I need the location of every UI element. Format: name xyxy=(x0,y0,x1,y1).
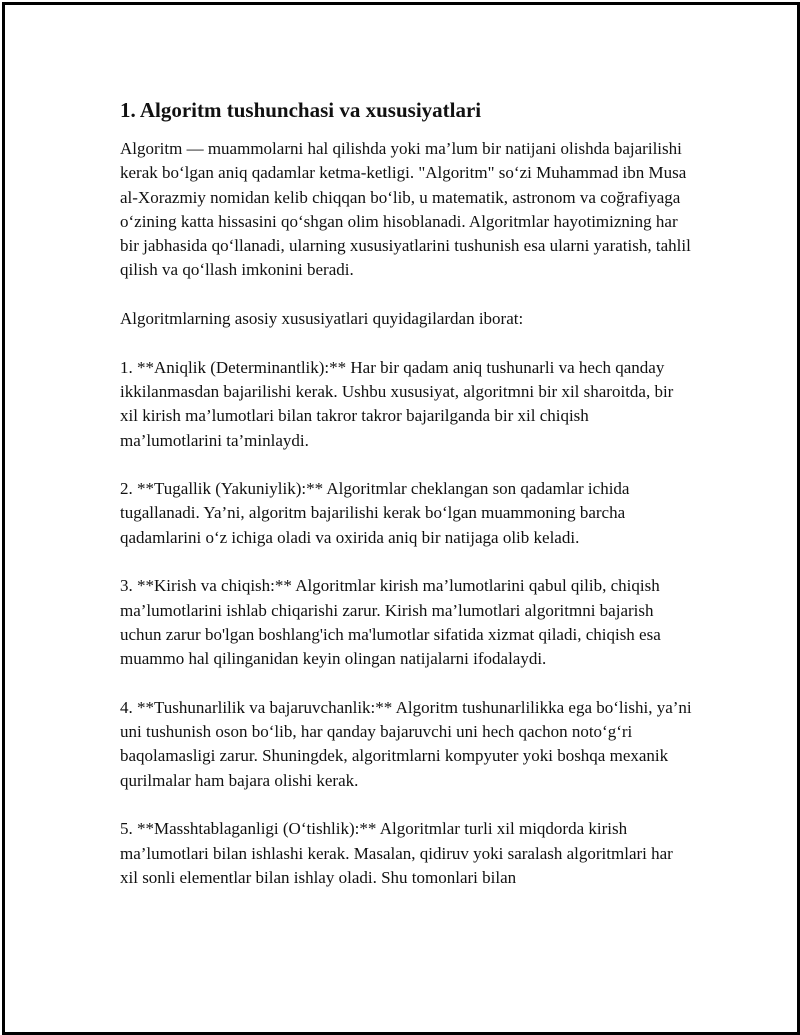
document-title: 1. Algoritm tushunchasi va xususiyatlari xyxy=(120,98,482,122)
page-frame xyxy=(2,2,800,1035)
property-paragraph-5: 5. **Masshtablaganligi (O‘tishlik):** Algoritmlar turli xil miqdorda kirish ma’lumotlari bilan ishlashi kerak. Masalan, qidiruv yoki saralash algoritmlari har xil sonli elementlar bilan ishlay oladi. Shu tomonlari bilan xyxy=(120,819,673,887)
property-paragraph-1: 1. **Aniqlik (Determinantlik):** Har bir qadam aniq tushunarli va hech qanday ikkilanmasdan bajarilishi kerak. Ushbu xususiyat, algoritmni bir xil sharoitda, bir xil kirish ma’lumotlari bilan takror takror bajarilganda bir xil chiqish ma’lumotlarini ta’minlaydi. xyxy=(120,357,674,450)
property-paragraph-4: 4. **Tushunarlilik va bajaruvchanlik:** Algoritm tushunarlilikka ega bo‘lishi, ya’ni uni tushunish oson bo‘lib, har qanday bajaruvchi uni hech qachon noto‘g‘ri baqolamasligi zarur. Shuningdek, algoritmlarni kompyuter yoki boshqa mexanik qurilmalar ham bajara olishi kerak. xyxy=(120,697,692,790)
lead-paragraph: Algoritmlarning asosiy xususiyatlari quyidagilardan iborat: xyxy=(120,309,524,329)
document-body xyxy=(120,95,695,915)
property-paragraph-3: 3. **Kirish va chiqish:** Algoritmlar kirish ma’lumotlarini qabul qilib, chiqish ma’lumotlarini ishlab chiqarishi zarur. Kirish ma’lumotlari algoritmni bajarish uchun zarur bo'lgan boshlang'ich ma'lumotlar sifatida xizmat qiladi, chiqish esa muammo hal qilinganidan keyin olingan natijalarni ifodalaydi. xyxy=(120,576,661,669)
intro-paragraph: Algoritm — muammolarni hal qilishda yoki ma’lum bir natijani olishda bajarilishi kerak bo‘lgan aniq qadamlar ketma-ketligi. "Algoritm" so‘zi Muhammad ibn Musa al-Xorazmiy nomidan kelib chiqqan bo‘lib, u matematik, astronom va coğrafiyaga o‘zining katta hissasini qo‘shgan olim hisoblanadi. Algoritmlar hayotimizning har bir jabhasida qo‘llanadi, ularning xususiyatlarini tushunish esa ularni yaratish, tahlil qilish va qo‘llash imkonini beradi. xyxy=(120,139,691,280)
property-paragraph-2: 2. **Tugallik (Yakuniylik):** Algoritmlar cheklangan son qadamlar ichida tugallanadi. Ya’ni, algoritm bajarilishi kerak bo‘lgan muammoning barcha qadamlarini o‘z ichiga oladi va oxirida aniq bir natijaga olib keladi. xyxy=(120,479,630,547)
